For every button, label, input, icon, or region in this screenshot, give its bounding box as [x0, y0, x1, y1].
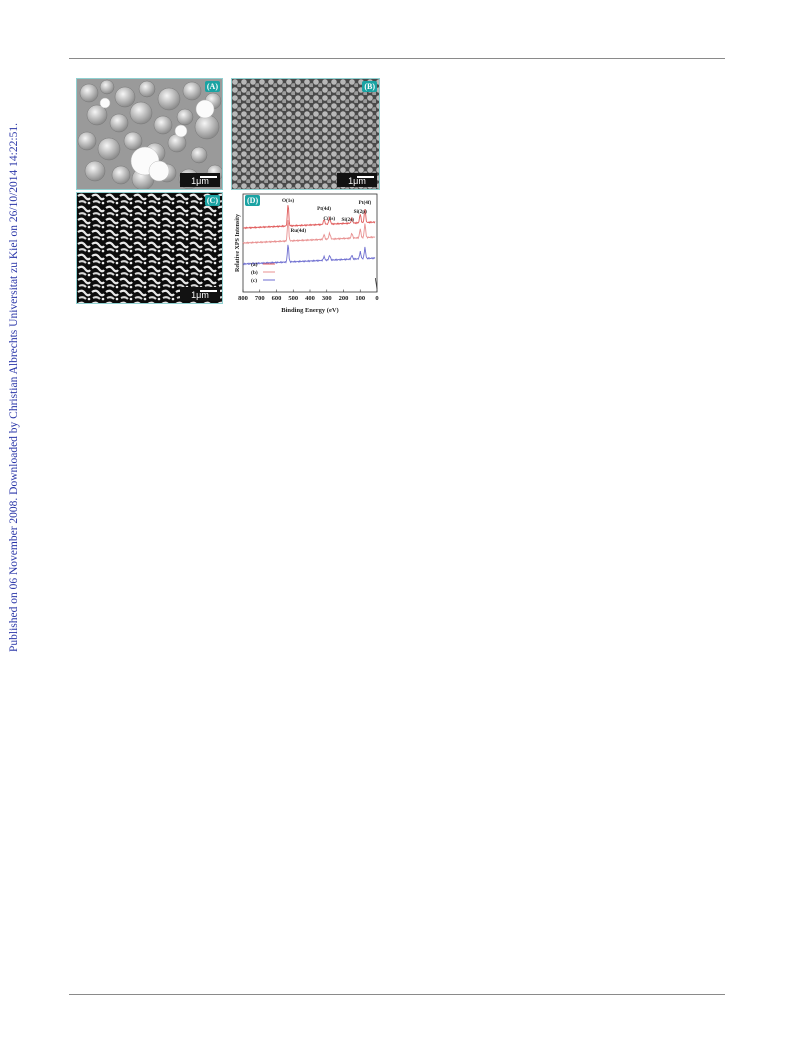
publication-note: Published on 06 November 2008. Downloaded by Christian Albrechts Universitat zu Kiel on 26/10/2014 14:22:51.	[8, 123, 20, 652]
peak-annotation: O(1s)	[282, 198, 295, 204]
series-line-3	[243, 245, 375, 265]
scale-label-b: 1μm	[348, 176, 366, 186]
panel-label-d: (D)	[247, 196, 259, 205]
scale-bar-a	[180, 173, 220, 187]
legend-label-2: (b)	[251, 270, 258, 276]
peak-annotation: Pt(4d)	[317, 206, 331, 212]
footer-rule	[69, 994, 725, 995]
scale-label-c: 1μm	[191, 290, 209, 300]
header-rule	[69, 58, 725, 59]
y-axis-label: Relative XPS Intensity	[235, 214, 241, 272]
legend-label-3: (c)	[251, 278, 258, 284]
x-axis-label: Binding Energy (eV)	[281, 307, 339, 314]
x-tick-label: 100	[355, 295, 366, 302]
panel-label-c: (C)	[206, 196, 218, 205]
sem-image-a	[76, 78, 223, 190]
scale-label-a: 1μm	[191, 176, 209, 186]
x-tick-label: 800	[238, 295, 248, 302]
x-tick-label: 300	[321, 295, 332, 302]
peak-annotation: Pt(4f)	[358, 200, 372, 206]
x-tick-label: 500	[288, 295, 299, 302]
x-tick-label: 0	[375, 295, 379, 302]
peak-annotation: Si(2p)	[353, 209, 367, 215]
legend-label-1: (a)	[251, 262, 258, 268]
peak-annotation: Si(2s)	[341, 217, 354, 223]
sem-image-c	[76, 192, 223, 304]
sem-image-b	[231, 78, 380, 190]
x-tick-label: 200	[338, 295, 349, 302]
x-tick-label: 600	[271, 295, 282, 302]
panel-label-a: (A)	[206, 82, 218, 91]
scale-bar-c	[180, 287, 220, 301]
xps-chart	[231, 192, 381, 320]
xps-chart-svg	[231, 192, 381, 320]
x-tick-label: 400	[305, 295, 315, 302]
panel-label-b: (B)	[364, 82, 375, 91]
x-tick-label: 700	[254, 295, 265, 302]
peak-annotation: Ru(4d)	[290, 228, 307, 234]
scale-bar-b	[337, 173, 377, 187]
peak-annotation: C(1s)	[323, 216, 336, 222]
